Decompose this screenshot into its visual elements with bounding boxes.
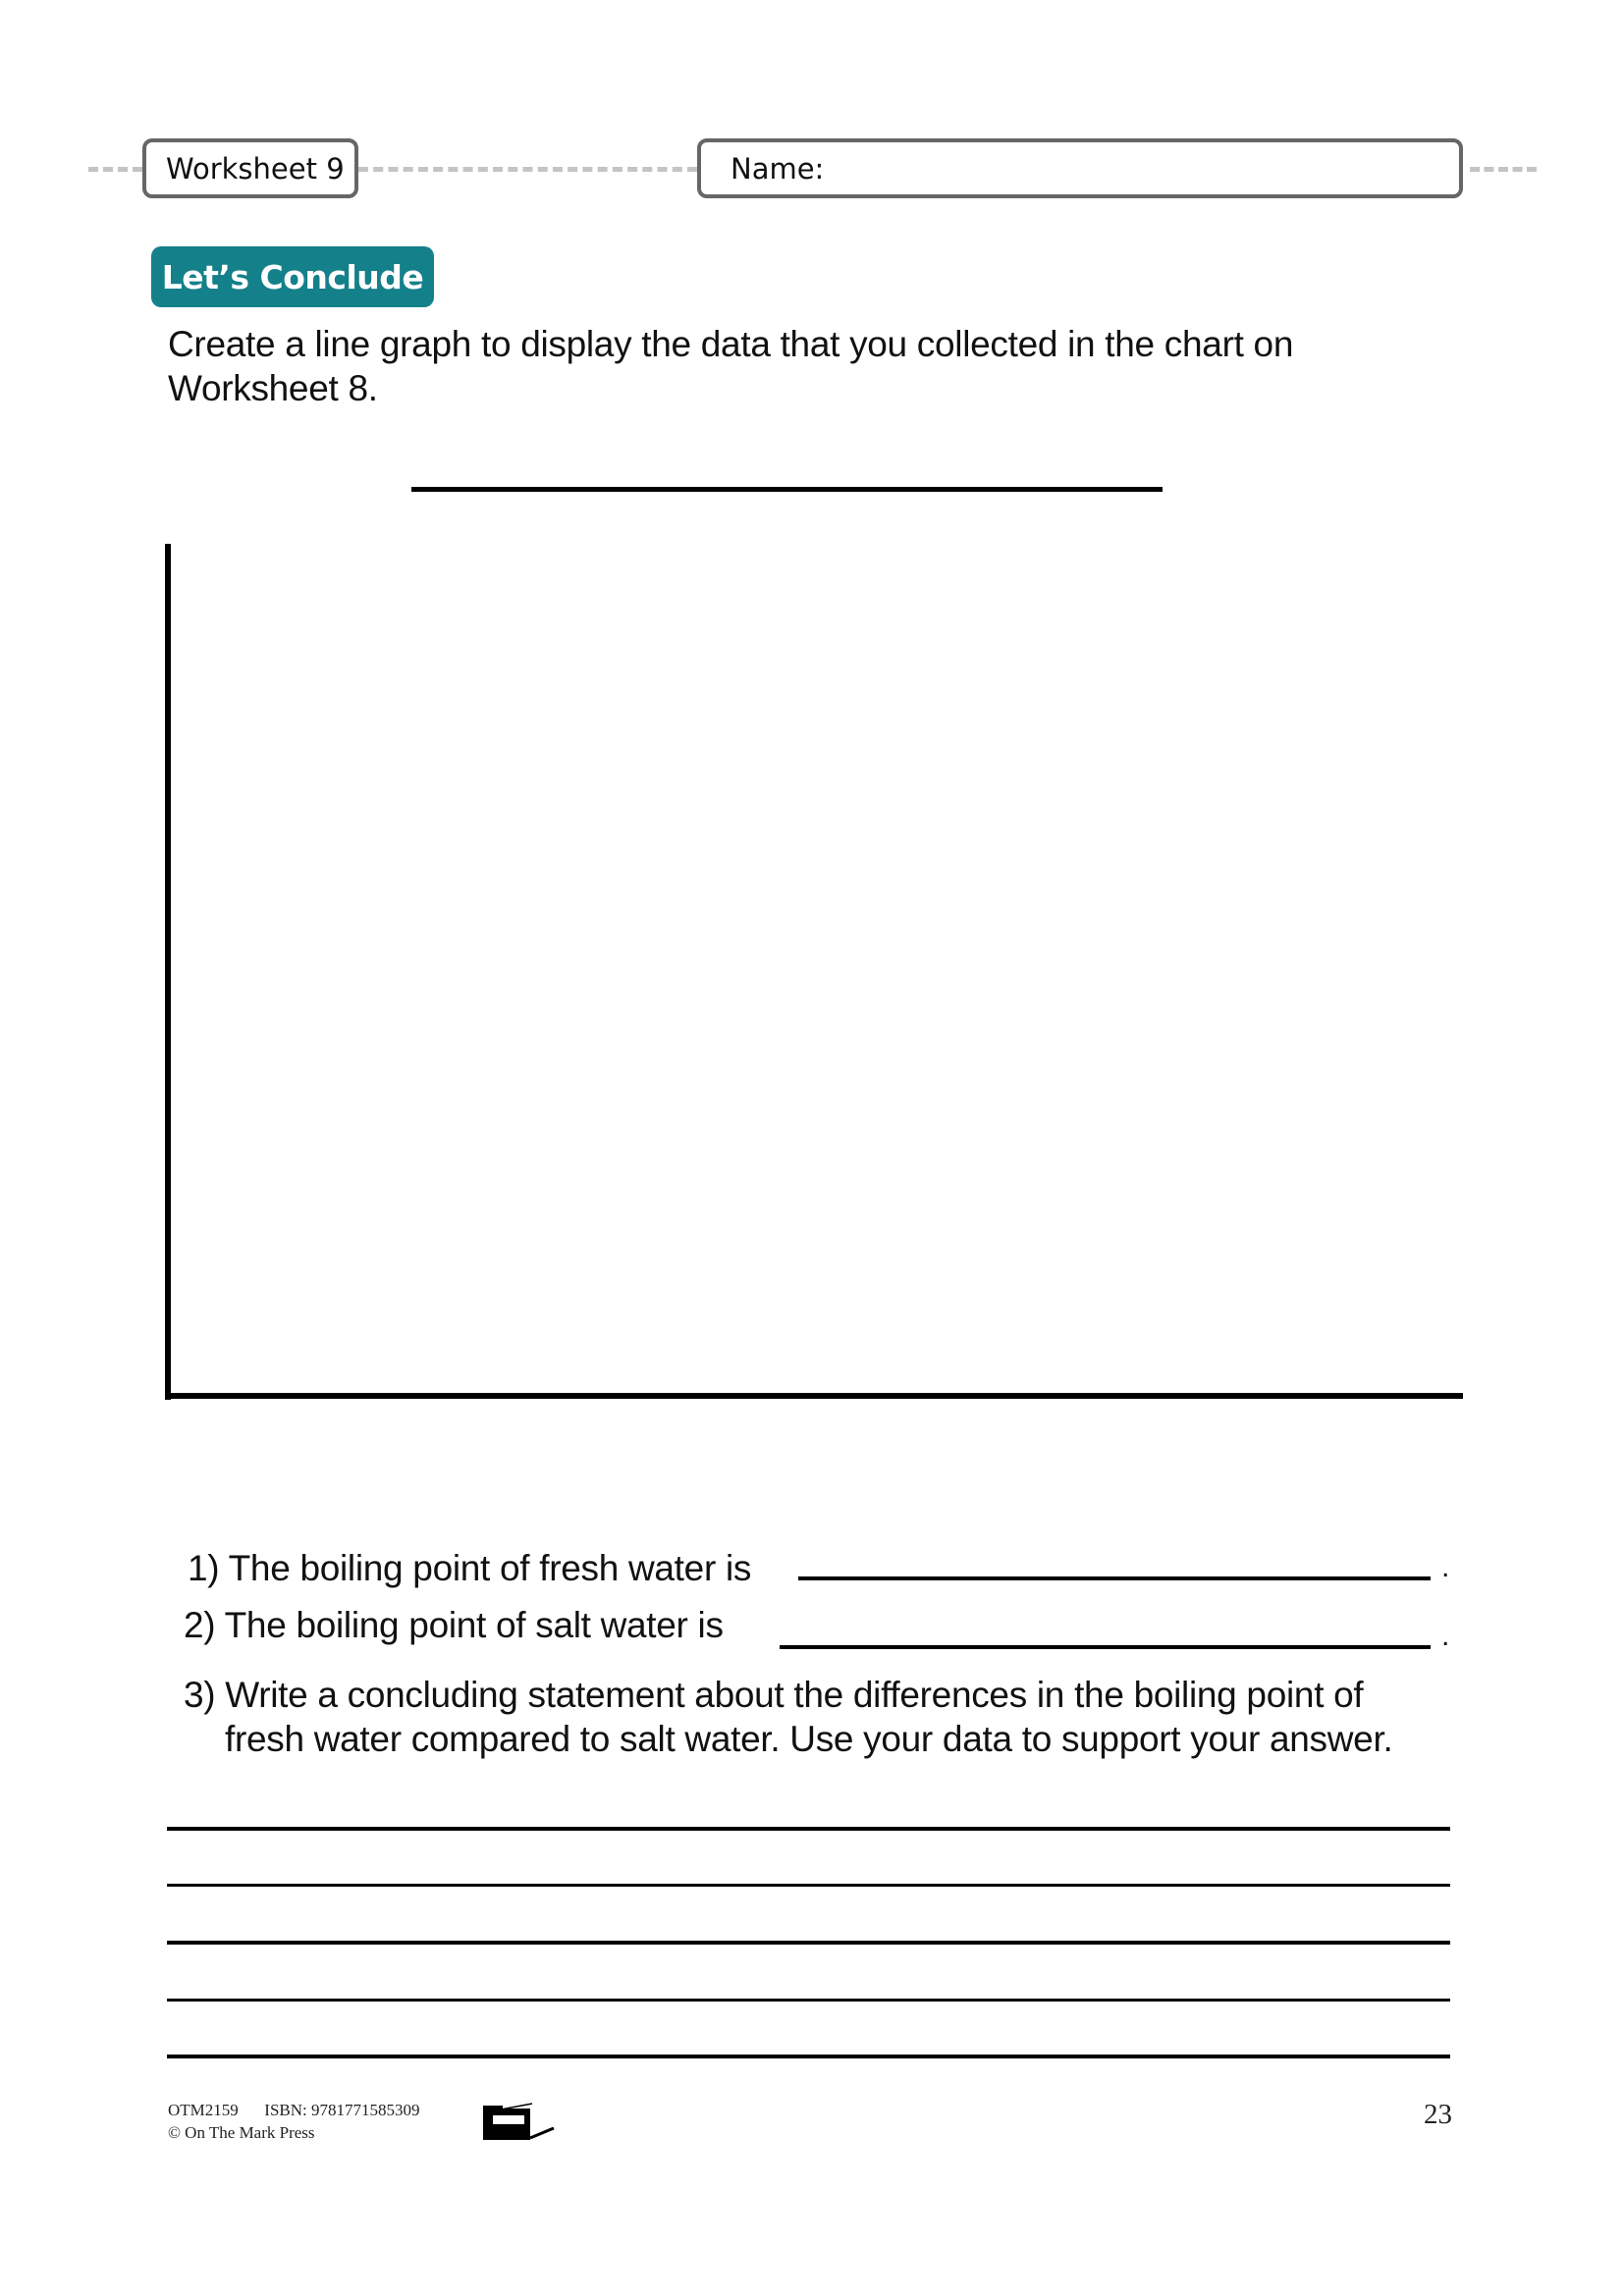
page-number: 23 bbox=[1424, 2099, 1452, 2130]
question-2 bbox=[184, 1603, 724, 1647]
logo-top bbox=[483, 2106, 503, 2111]
footer-code: OTM2159 bbox=[168, 2101, 239, 2119]
worksheet-label-box bbox=[142, 138, 358, 198]
graph-area[interactable] bbox=[171, 544, 1463, 1393]
header-dashes-left bbox=[88, 167, 142, 172]
footer-isbn: ISBN: 9781771585309 bbox=[264, 2101, 420, 2119]
graph-title-blank[interactable] bbox=[411, 487, 1163, 492]
instructions: Create a line graph to display the data that you collected in the chart on Worksheet 8. bbox=[168, 324, 1294, 408]
answer-line-4[interactable] bbox=[167, 1999, 1450, 2002]
name-label: Name: bbox=[731, 151, 825, 186]
section-badge-label: Let’s Conclude bbox=[161, 257, 424, 296]
question-1 bbox=[188, 1546, 751, 1590]
answer-line-1[interactable] bbox=[167, 1827, 1450, 1831]
answer-line-5[interactable] bbox=[167, 2055, 1450, 2058]
publisher-logo-icon bbox=[481, 2101, 560, 2144]
header-dashes-right bbox=[1470, 167, 1537, 172]
footer-copyright: © On The Mark Press bbox=[168, 2123, 315, 2142]
footer-publication-info bbox=[168, 2099, 420, 2144]
graph-x-axis bbox=[165, 1393, 1463, 1399]
question-3-line-1: 3) Write a concluding statement about the differences in the boiling point of bbox=[184, 1675, 1364, 1715]
question-2-answer-blank[interactable] bbox=[780, 1645, 1431, 1649]
header-dashes-middle bbox=[358, 167, 697, 172]
logo-window bbox=[493, 2115, 524, 2124]
name-field[interactable] bbox=[697, 138, 1463, 198]
logo-line-bottom bbox=[530, 2128, 554, 2138]
question-1-text: 1) The boiling point of fresh water is bbox=[188, 1548, 752, 1588]
question-1-period: . bbox=[1441, 1551, 1450, 1583]
question-2-period: . bbox=[1441, 1620, 1450, 1652]
question-1-answer-blank[interactable] bbox=[798, 1576, 1431, 1580]
worksheet-label: Worksheet 9 bbox=[166, 151, 345, 186]
question-3-line-2: fresh water compared to salt water. Use your data to support your answer. bbox=[225, 1719, 1393, 1759]
question-2-text: 2) The boiling point of salt water is bbox=[184, 1605, 724, 1645]
answer-line-2[interactable] bbox=[167, 1884, 1450, 1887]
answer-line-3[interactable] bbox=[167, 1941, 1450, 1945]
section-badge bbox=[151, 246, 434, 307]
